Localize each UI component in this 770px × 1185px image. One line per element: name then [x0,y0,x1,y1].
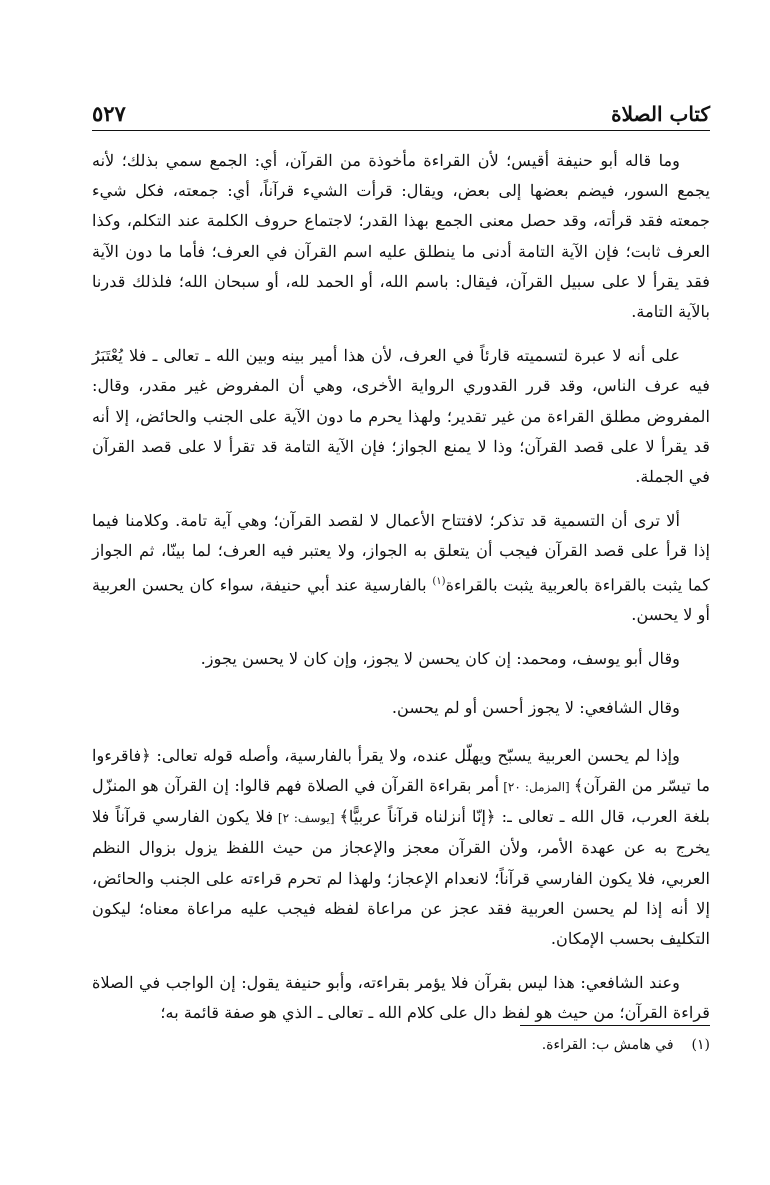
chapter-title: كتاب الصلاة [611,102,710,126]
paragraph-6-middle: أمر بقراءة القرآن في الصلاة فهم قالوا: إن القرآن هو المنزّل بلغة العرب، قال الله ـ تعالى ـ: [92,776,710,827]
paragraph-4: وقال أبو يوسف، ومحمد: إن كان يحسن لا يجوز، وإن كان لا يحسن يجوز. [200,649,680,669]
quran-verse-1: ﴿فاقرءوا ما تيسّر من القرآن﴾ [92,745,710,796]
footnote [310,1034,710,1056]
paragraph-5: وقال الشافعي: لا يجوز أحسن أو لم يحسن. [391,697,680,717]
paragraph-6-rest: فلا يكون الفارسي قرآناً فلا يخرج به عن عهدة الأمر، ولأن القرآن معجز والإعجاز من حيث اللفظ يزول بزوال النظم العربي، فلا يكون الفارسي قرآناً؛ لانعدام الإعجاز؛ ولهذا لم تحرم قراءته على الجنب والحائض، إلا أنه إذا لم يحسن العربية فقد عجز عن مراعاة لفظه فيجب عليه مراعاة معناه؛ ليكون التكليف بحسب الإمكان. [92,807,710,949]
paragraph-3-text-b: بالفارسية عند أبي حنيفة، سواء كان يحسن العربية أو لا يحسن. [92,575,710,625]
footnote-divider [520,1025,710,1026]
footnote-text: في هامش ب: القراءة. [541,1037,674,1053]
paragraph-1: وما قاله أبو حنيفة أقيس؛ لأن القراءة مأخوذة من القرآن، أي: الجمع سمي بذلك؛ لأنه يجمع السور، فيضم بعضها إلى بعض، ويقال: قرأت الشيء قرآناً، أي: جمعته، فكل شيء جمعته فقد قرأته، وقد حصل معنى الجمع بهذا القدر؛ لاجتماع حروف الكلمة عند التكلم، وكذا العرف ثابت؛ فإن الآية التامة أدنى ما ينطلق عليه اسم القرآن في العرف؛ فأما ما دون الآية فقد يقرأ لا على سبيل القرآن، فيقال: باسم الله، أو الحمد لله، أو سبحان الله؛ فلذلك قدرنا بالآية التامة. [92,151,710,322]
page-header [92,92,710,126]
footnote-marker: (١) [432,575,446,587]
paragraph-6 [92,741,710,954]
quran-verse-2: ﴿إنّا أنزلناه قرآناً عربيًّا﴾ [339,807,496,827]
verse-reference-2: [يوسف: ٢] [273,811,340,826]
paragraph-7: وعند الشافعي: هذا ليس بقرآن فلا يؤمر بقراءته، وأبو حنيفة يقول: إن الواجب في الصلاة قراءة القرآن؛ من حيث هو لفظ دال على كلام الله ـ تعالى ـ الذي هو صفة قائمة به؛ [92,973,710,1023]
verse-reference-1: [المزمل: ٢٠] [499,780,574,795]
paragraph-2: على أنه لا عبرة لتسميته قارئاً في العرف، لأن هذا أمير بينه وبين الله ـ تعالى ـ فلا يُعْتَبَرُ فيه عرف الناس، وقد قرر القدوري الرواية الأخرى، وهي أن المفروض غير مقدر، وقال: المفروض مطلق القراءة من غير تقدير؛ ولهذا يحرم ما دون الآية على الجنب والحائض، إلا أنه قد يقرأ لا على قصد القرآن؛ وذا لا يمنع الجواز؛ فإن الآية التامة قد تقرأ لا على قصد القرآن في الجملة. [92,346,710,487]
paragraph-3 [92,506,710,630]
footnote-number: (١) [691,1037,710,1053]
paragraph-6-intro: وإذا لم يحسن العربية يسبّح ويهلّل عنده، ولا يقرأ بالفارسية، وأصله قوله تعالى: [150,745,680,765]
page-number: ٥٢٧ [92,101,126,126]
paragraph-3-text-a: ألا ترى أن التسمية قد تذكر؛ لافتتاح الأعمال لا لقصد القرآن؛ وهي آية تامة. وكلامنا فيما إذا قرأ على قصد القرآن فيجب أن يتعلق به الجواز، ولا يعتبر فيه العرف؛ لما بينّا، ثم الجواز كما يثبت بالقراءة بالعربية يثبت بالقراءة [92,511,710,595]
main-text [92,146,710,1043]
header-divider [92,130,710,131]
